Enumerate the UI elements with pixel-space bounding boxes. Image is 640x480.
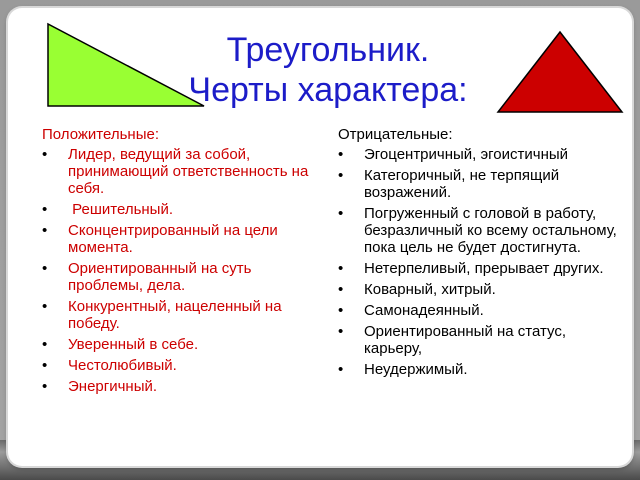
bullet-icon: • <box>338 205 344 222</box>
bullet-icon: • <box>338 361 344 378</box>
list-item-text: Ориентированный на суть проблемы, дела. <box>68 260 252 294</box>
red-triangle <box>496 30 624 114</box>
title-line-1: Треугольник. <box>226 31 430 69</box>
slide-title <box>158 30 498 110</box>
list-item <box>338 260 622 277</box>
list-item <box>338 323 622 357</box>
bullet-icon: • <box>338 302 344 319</box>
bullet-icon: • <box>338 260 344 277</box>
list-item-text: Погруженный с головой в работу, безразличный ко всему остальному, пока цель не будет достигнута. <box>364 205 617 256</box>
list-item-text: Эгоцентричный, эгоистичный <box>364 146 569 163</box>
bullet-icon: • <box>42 201 48 218</box>
list-item-text: Энергичный. <box>68 378 158 395</box>
list-item-text: Неудержимый. <box>364 361 468 378</box>
bullet-icon: • <box>42 336 48 353</box>
list-item-text: Нетерпеливый, прерывает других. <box>364 260 604 277</box>
list-item <box>42 336 322 353</box>
title-line-2: Черты характера: <box>188 71 468 109</box>
bullet-icon: • <box>338 281 344 298</box>
list-item <box>42 260 322 294</box>
bullet-icon: • <box>42 260 48 277</box>
bullet-icon: • <box>42 146 48 163</box>
list-item <box>42 201 322 218</box>
list-item-text: Лидер, ведущий за собой, принимающий ответственность на себя. <box>68 146 309 197</box>
list-item <box>338 302 622 319</box>
bullet-icon: • <box>42 378 48 395</box>
negative-list <box>338 146 622 378</box>
bullet-icon: • <box>338 167 344 184</box>
list-item <box>42 298 322 332</box>
list-item-text: Категоричный, не терпящий возражений. <box>364 167 560 201</box>
negative-heading: Отрицательные: <box>338 126 453 143</box>
list-item <box>338 205 622 256</box>
list-item-text: Коварный, хитрый. <box>364 281 496 298</box>
positive-traits-column <box>42 126 322 399</box>
list-item-text: Честолюбивый. <box>68 357 177 374</box>
list-item-text: Решительный. <box>68 201 173 218</box>
bullet-icon: • <box>42 222 48 239</box>
negative-traits-column <box>338 126 622 382</box>
bullet-icon: • <box>42 357 48 374</box>
list-item-text: Ориентированный на статус, карьеру, <box>364 323 567 357</box>
list-item <box>42 357 322 374</box>
list-item <box>338 361 622 378</box>
bullet-icon: • <box>338 146 344 163</box>
positive-list <box>42 146 322 395</box>
list-item-text: Уверенный в себе. <box>68 336 199 353</box>
list-item <box>338 281 622 298</box>
slide <box>8 8 632 466</box>
list-item <box>42 222 322 256</box>
list-item <box>338 167 622 201</box>
list-item <box>42 378 322 395</box>
list-item-text: Конкурентный, нацеленный на победу. <box>68 298 282 332</box>
bullet-icon: • <box>338 323 344 340</box>
bullet-icon: • <box>42 298 48 315</box>
list-item-text: Самонадеянный. <box>364 302 484 319</box>
list-item <box>42 146 322 197</box>
list-item-text: Сконцентрированный на цели момента. <box>68 222 278 256</box>
list-item <box>338 146 622 163</box>
positive-heading: Положительные: <box>42 126 159 143</box>
